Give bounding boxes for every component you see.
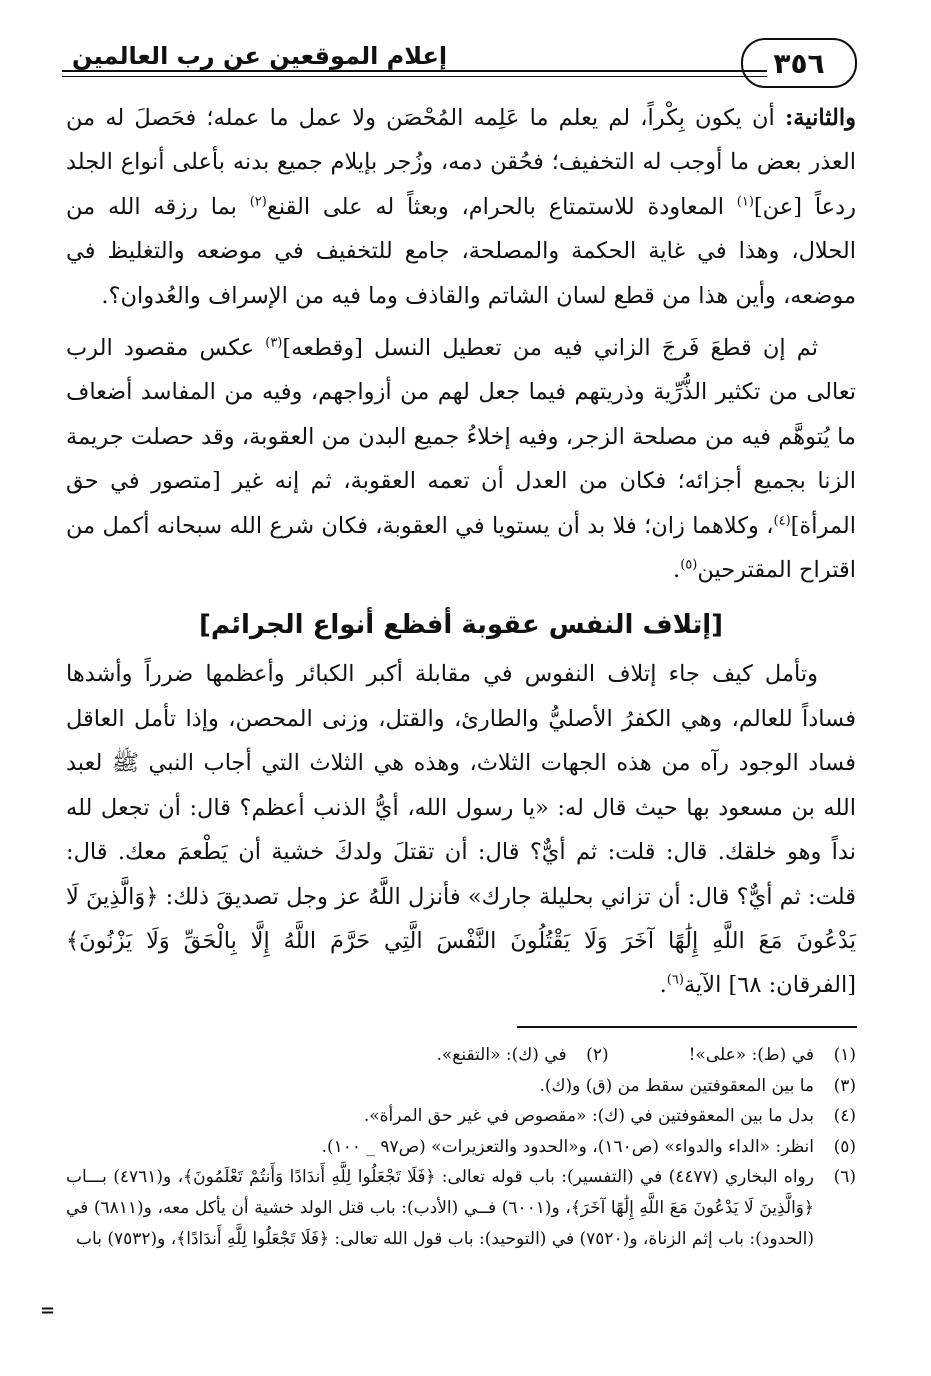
main-text	[66, 96, 856, 1008]
paragraph-text: بما رزقه الله من الحلال، وهذا في غاية الحكمة والمصلحة، جامع للتخفيف في موضعه والتغليظ في موضعه، وأين هذا من قطع لسان الشاتم والقاذف وما فيه من الإسراف والعُدوان؟.	[66, 193, 856, 309]
footnote-text: انظر: «الداء والدواء» (ص١٦٠)، و«الحدود والتعزيرات» (ص٩٧ _ ١٠٠).	[321, 1136, 814, 1157]
footnote-3	[66, 1071, 856, 1102]
paragraph-text: ثم إن قطعَ فَرجَ الزاني فيه من تعطيل النسل [وقطعه]	[282, 335, 818, 362]
footnotes	[66, 1040, 856, 1254]
footnote-ref-2[interactable]: (٢)	[249, 194, 267, 210]
paragraph-1	[66, 96, 856, 318]
paragraph-3	[66, 652, 856, 1007]
footnote-ref-1[interactable]: (١)	[736, 194, 754, 210]
footnote-number: (١)	[833, 1045, 856, 1065]
paragraph-text: أن يكون بِكْراً، لم يعلم ما عَلِمه المُحْصَن ولا عمل ما عمله؛ فحَصلَ له من العذر بعض ما أوجب له التخفيف؛ فحُقن دمه، وزُجر بإيلام جميع بدنه بأعلى أنواع الجلد ردعاً [عن]	[66, 105, 856, 220]
page-number: ٣٥٦	[741, 38, 857, 88]
footnote-text: في (ط): «على»!	[688, 1045, 814, 1065]
paragraph-text: ، وكلاهما زان؛ فلا بد أن يستويا في العقوبة، فكان شرع الله سبحانه أكمل من اقتراح المقترحين	[66, 512, 856, 584]
footnote-ref-3[interactable]: (٣)	[265, 335, 283, 351]
footnote-number: (٥)	[833, 1136, 856, 1157]
section-heading: [إتلاف النفس عقوبة أفظع أنواع الجرائم]	[198, 610, 724, 641]
footnote-6	[66, 1162, 856, 1254]
footnote-text: في (ك): «التقنع».	[436, 1045, 567, 1065]
footnote-4	[66, 1101, 856, 1132]
paragraph-text: وتأمل كيف جاء إتلاف النفوس في مقابلة أكبر الكبائر وأعظمها ضرراً وأشدها فساداً للعالم، وهي الكفرُ الأصليُّ والطارئ، والقتل، وزنى المحصن، وإذا تأمل العاقل فساد الوجود رآه من هذه الجهات الثلاث، وهذه هي الثلاث التي أجاب النبي ﷺ لعبد الله بن مسعود بها حيث قال له: «يا رسول الله، أيُّ الذنب أعظم؟ قال: أن تجعل لله نداً وهو خلقك. قال: قلت: ثم أيٌّ؟ قال: أن تقتلَ ولدكَ خشية أن يَطْعمَ معك. قال: قلت: ثم أيٌّ؟ قال: أن تزاني بحليلة جارك» فأنزل اللَّهُ عز وجل تصديقَ ذلك:	[66, 661, 856, 910]
paragraph-2	[66, 326, 856, 592]
footnote-number: (٣)	[833, 1075, 856, 1096]
footnote-number: (٢)	[586, 1045, 609, 1065]
paragraph-text: [الفرقان: ٦٨] الآية	[683, 972, 856, 999]
footnote-5	[66, 1132, 856, 1163]
footnote-ref-5[interactable]: (٥)	[680, 557, 698, 573]
continuation-mark: =	[40, 1300, 56, 1321]
header-rule	[62, 70, 767, 72]
spacer	[609, 1040, 689, 1071]
footnote-text: ما بين المعقوفتين سقط من (ق) و(ك).	[539, 1075, 814, 1096]
footnote-ref-4[interactable]: (٤)	[773, 513, 791, 529]
footnote-number: (٦)	[833, 1167, 856, 1188]
paragraph-text: عكس مقصود الرب تعالى من تكثير الذُّرِّية وذريتهم فيما جعل لهم من أزواجهم، وفيه من المفاسد أضعاف ما يُتوهَّم فيه من مصلحة الزجر، وفيه إخلاءُ جميع البدن من العقوبة، وقد حصلت جريمة الزنا بجميع أجزائه؛ فكان من العدل أن تعمه العقوبة، ثم إنه غير [متصور في حق المرأة]	[66, 335, 856, 539]
paragraph-text: .	[659, 972, 667, 999]
footnote-ref-6[interactable]: (٦)	[666, 972, 684, 988]
footnote-text: رواه البخاري (٤٤٧٧) في (التفسير): باب قوله تعالى: ﴿فَلَا تَجْعَلُوا لِلَّهِ أَندَادًا وَأَنتُمْ تَعْلَمُونَ﴾، و(٤٧٦١) بـــاب ﴿وَالَّذِينَ لَا يَدْعُونَ مَعَ اللَّهِ إِلَٰهًا آخَرَ﴾، و(٦٠٠١) فــي (الأدب): باب قتل الولد خشية أن يأكل معه، و(٦٨١١) في (الحدود): باب إثم الزناة، و(٧٥٢٠) في (التوحيد): باب قول الله تعالى: ﴿فَلَا تَجْعَلُوا لِلَّهِ أَندَادًا﴾، و(٧٥٣٢) باب	[66, 1167, 814, 1249]
footnote-text: بدل ما بين المعقوفتين في (ك): «مقصوص في غير حق المرأة».	[363, 1106, 814, 1127]
footnote-rule	[517, 1026, 857, 1028]
paragraph-text: .	[673, 557, 681, 584]
footnote-row-1-2	[66, 1040, 856, 1071]
header-rule-thin	[62, 76, 767, 77]
running-title: إعلام الموقعين عن رب العالمين	[72, 42, 448, 70]
paragraph-text: المعاودة للاستمتاع بالحرام، وبعثاً له على القنع	[266, 193, 737, 220]
footnote-number: (٤)	[833, 1106, 856, 1127]
paragraph-lead: والثانية:	[784, 105, 856, 131]
quran-verse: ﴿وَالَّذِينَ لَا يَدْعُونَ مَعَ اللَّهِ إِلَٰهًا آخَرَ وَلَا يَقْتُلُونَ النَّفْسَ الَّتِي حَرَّمَ اللَّهُ إِلَّا بِالْحَقِّ وَلَا يَزْنُونَ﴾	[66, 883, 856, 954]
page-header	[62, 38, 857, 90]
